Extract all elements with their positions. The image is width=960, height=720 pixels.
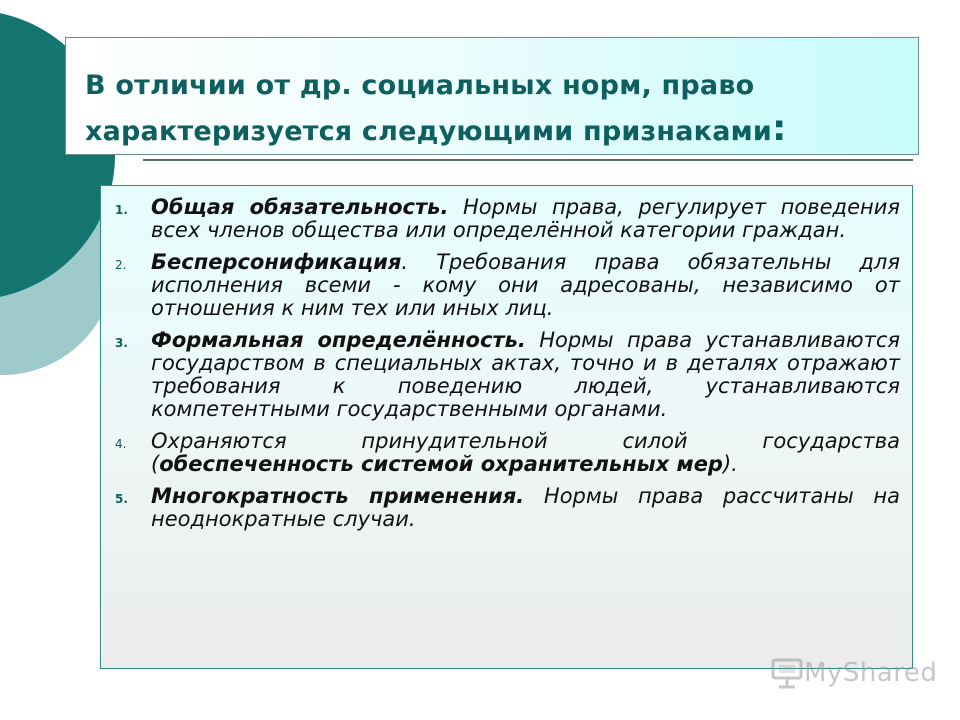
slide-title [85,64,918,153]
list-item-heading: Многократность применения. [151,484,525,508]
list-item-5 [101,485,900,531]
list-item-4 [101,430,900,476]
list-item-number: 5. [115,492,128,506]
presentation-board-icon [770,656,804,690]
list-item-heading: Общая обязательность. [151,195,449,219]
slide-title-colon: : [772,108,787,149]
list-item-number: 2. [115,258,127,272]
content-box [100,185,913,669]
title-box [65,37,919,155]
list-item-heading: Бесперсонификация [151,250,402,274]
list-item-3 [101,329,900,421]
title-underline [143,159,913,161]
list-item-number: 3. [115,336,128,350]
list-item-heading: обеспеченность системой охранительных мер [159,452,723,476]
list-item-1 [101,196,900,242]
slide-title-text: В отличии от др. социальных норм, право характеризуется следующими признаками [85,70,773,147]
list-item-heading: Формальная определённость. [151,328,526,352]
list-item-number: 1. [115,203,128,217]
list-item-text: . Требования права обязательны для исполнения всеми - кому они адресованы, независимо от отношения к ним тех или иных лиц. [151,250,900,320]
list-item-prefix: Охраняются принудительной силой государства ( [151,429,900,476]
list-item-text: ). [722,452,738,476]
watermark-text: MyShared [804,658,938,688]
list-item-text: Нормы права рассчитаны на неоднократные случаи. [151,484,901,531]
list-item-text: Нормы права, регулирует поведения всех членов общества или определённой категории граждан. [151,195,900,242]
list-item-number: 4. [115,437,127,451]
list-item-2 [101,251,900,320]
list-item-text: Нормы права устанавливаются государством в специальных актах, точно и в деталях отражают требования к поведению людей, устанавливаются компетентными государственными органами. [151,328,900,421]
watermark [770,656,937,690]
feature-list [101,196,900,531]
